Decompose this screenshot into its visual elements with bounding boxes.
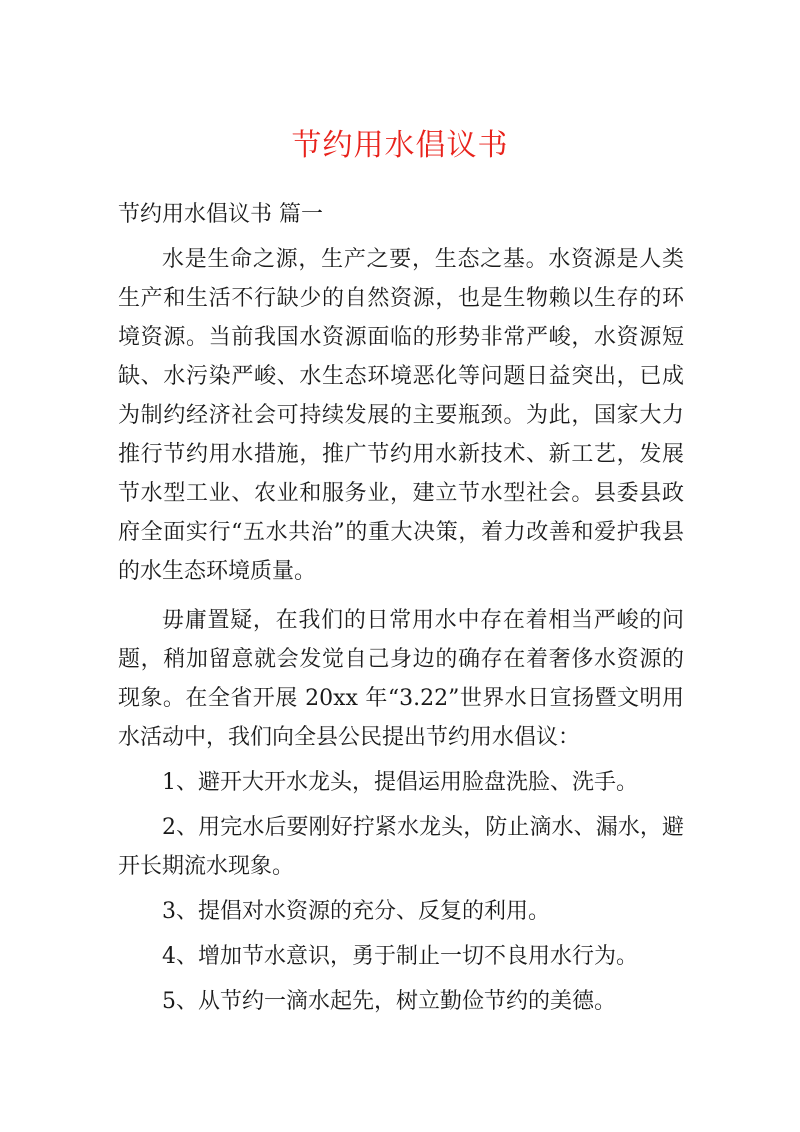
paragraph: 毋庸置疑，在我们的日常用水中存在着相当严峻的问题，稍加留意就会发觉自己身边的确存在着奢侈水资源的现象。在全省开展 20xx 年“3.22”世界水日宣扬暨文明用水活动中，我们向全县公民提出节约用水倡议： <box>118 608 684 750</box>
list-item: 4、增加节水意识，勇于制止一切不良用水行为。 <box>162 944 638 969</box>
list-item: 5、从节约一滴水起先，树立勤俭节约的美德。 <box>162 989 616 1014</box>
list-item: 1、避开大开水龙头，提倡运用脸盘洗脸、洗手。 <box>162 770 638 795</box>
paragraph: 水是生命之源，生产之要，生态之基。水资源是人类生产和生活不行缺少的自然资源，也是生物赖以生存的环境资源。当前我国水资源面临的形势非常严峻，水资源短缺、水污染严峻、水生态环境恶化等问题日益突出，已成为制约经济社会可持续发展的主要瓶颈。为此，国家大力推行节约用水措施，推广节约用水新技术、新工艺，发展节水型工业、农业和服务业，建立节水型社会。县委县政府全面实行“五水共治”的重大决策，着力改善和爱护我县的水生态环境质量。 <box>118 247 684 584</box>
list-item: 2、用完水后要刚好拧紧水龙头，防止滴水、漏水，避开长期流水现象。 <box>118 815 684 879</box>
document-title: 节约用水倡议书 <box>291 128 509 163</box>
document-subtitle: 节约用水倡议书 篇一 <box>118 202 323 227</box>
document-body <box>118 240 684 1021</box>
list-item: 3、提倡对水资源的充分、反复的利用。 <box>162 899 550 924</box>
